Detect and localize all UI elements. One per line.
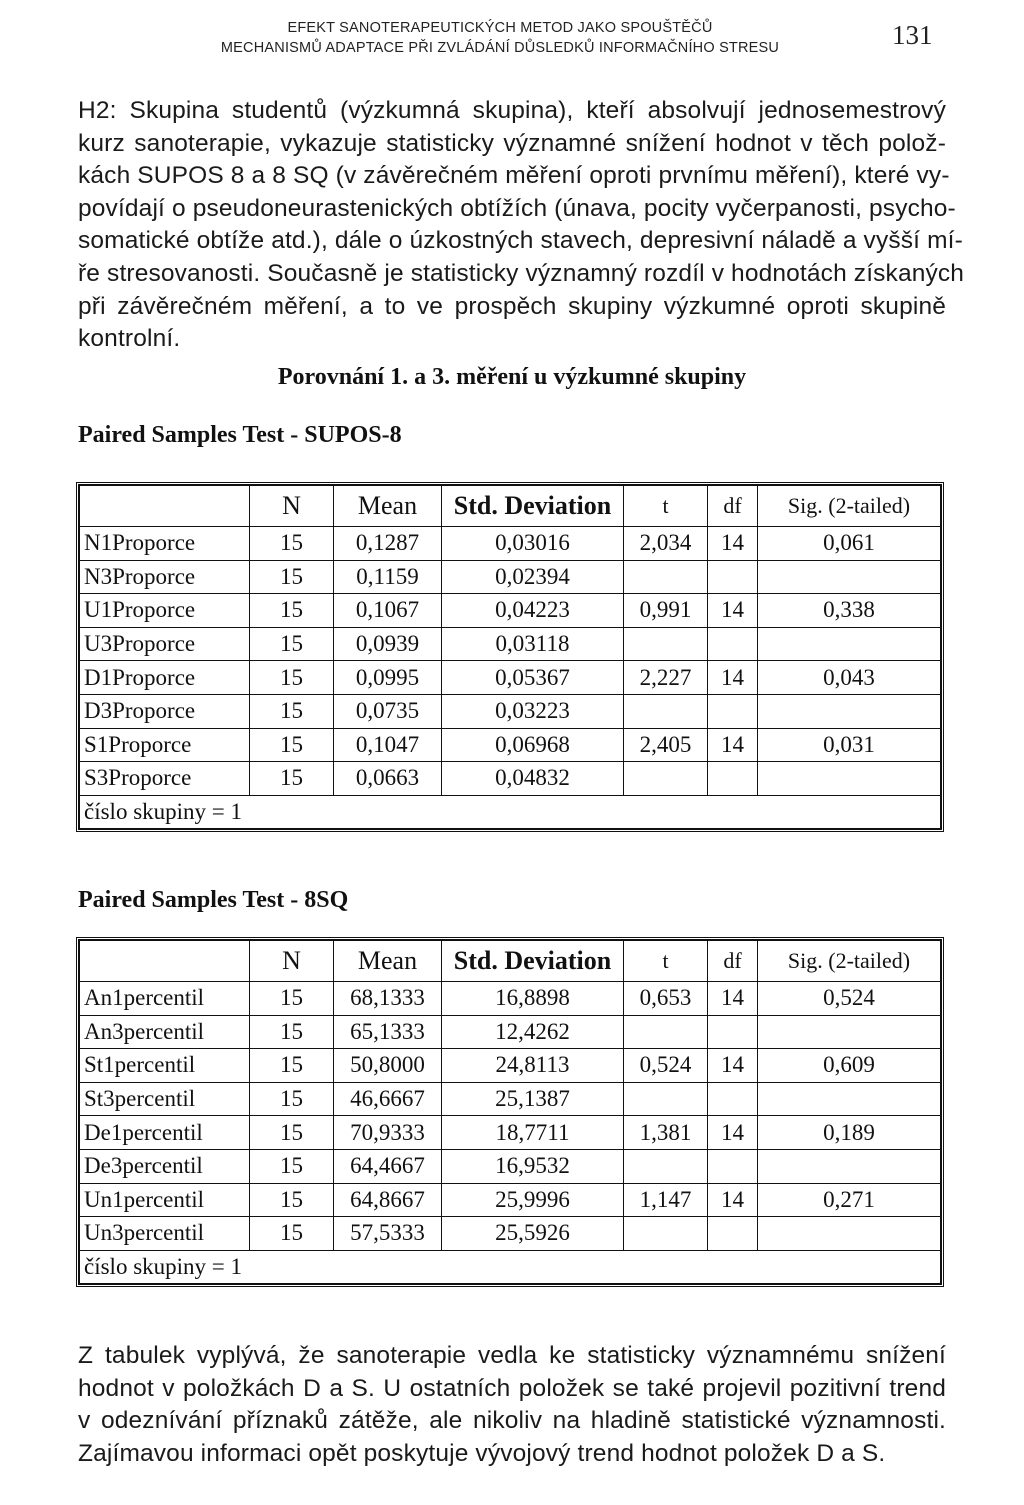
table-cell: 15 [250, 1015, 334, 1049]
table-row [80, 982, 941, 1016]
row-label: St3percentil [80, 1082, 250, 1116]
row-label: An3percentil [80, 1015, 250, 1049]
table-cell: 2,034 [624, 527, 708, 561]
table-row [80, 560, 941, 594]
table-cell [624, 1015, 708, 1049]
table-cell: 0,04223 [442, 594, 624, 628]
running-header-line-1: EFEKT SANOTERAPEUTICKÝCH METOD JAKO SPOUŠTĚČŮ [287, 20, 713, 36]
table-cell: 0,0735 [334, 694, 442, 728]
paired-samples-table-supos8 [79, 485, 941, 829]
conclusion-line: Zajímavou informaci opět poskytuje vývojový trend hodnot položek D a S. [78, 1439, 886, 1467]
table-cell: 15 [250, 527, 334, 561]
table-cell: 14 [708, 1049, 758, 1083]
table-cell: 14 [708, 661, 758, 695]
row-label: S3Proporce [80, 762, 250, 796]
table1-caption: Paired Samples Test - SUPOS-8 [78, 422, 402, 448]
table-cell: 15 [250, 694, 334, 728]
table-cell: 0,03118 [442, 627, 624, 661]
table1-frame [76, 482, 944, 832]
table-cell: 15 [250, 1116, 334, 1150]
row-label: U1Proporce [80, 594, 250, 628]
table-cell [624, 560, 708, 594]
table-cell: 0,991 [624, 594, 708, 628]
table-cell: 15 [250, 560, 334, 594]
table-row [80, 762, 941, 796]
table-cell: 0,1067 [334, 594, 442, 628]
running-header-line-2: MECHANISMŮ ADAPTACE PŘI ZVLÁDÁNÍ DŮSLEDKŮ INFORMAČNÍHO STRESU [220, 40, 780, 56]
table-cell: 0,05367 [442, 661, 624, 695]
table-cell: 1,381 [624, 1116, 708, 1150]
table-cell: 64,4667 [334, 1149, 442, 1183]
table-cell: 14 [708, 982, 758, 1016]
table-cell: 25,5926 [442, 1217, 624, 1251]
row-label: S1Proporce [80, 728, 250, 762]
column-header [80, 941, 250, 982]
table2-body [80, 982, 941, 1284]
table-row [80, 594, 941, 628]
table-cell: 64,8667 [334, 1183, 442, 1217]
table-cell [624, 694, 708, 728]
table-cell: 50,8000 [334, 1049, 442, 1083]
table-cell: 15 [250, 661, 334, 695]
row-label: De3percentil [80, 1149, 250, 1183]
table-cell [758, 627, 941, 661]
table-row [80, 1082, 941, 1116]
intro-line: ře stresovanosti. Současně je statisticky významný rozdíl v hodnotách získaných [78, 259, 965, 287]
table-cell: 2,405 [624, 728, 708, 762]
table-cell: 0,524 [624, 1049, 708, 1083]
table-cell: 70,9333 [334, 1116, 442, 1150]
table-cell [624, 762, 708, 796]
table-cell: 14 [708, 1183, 758, 1217]
table-row [80, 728, 941, 762]
row-label: N3Proporce [80, 560, 250, 594]
table-row [80, 1183, 941, 1217]
column-header-t: t [624, 486, 708, 527]
column-header-df: df [708, 941, 758, 982]
table-cell: 0,1159 [334, 560, 442, 594]
intro-line: kurz sanoterapie, vykazuje statisticky významné snížení hodnot v těch polož- [78, 129, 946, 157]
intro-line: kontrolní. [78, 325, 181, 353]
table-cell: 0,524 [758, 982, 941, 1016]
table-cell [758, 1217, 941, 1251]
row-label: N1Proporce [80, 527, 250, 561]
row-label: Un1percentil [80, 1183, 250, 1217]
table-cell: 15 [250, 982, 334, 1016]
column-header-sig: Sig. (2-tailed) [758, 486, 941, 527]
table-cell: 65,1333 [334, 1015, 442, 1049]
row-label: An1percentil [80, 982, 250, 1016]
table-row [80, 661, 941, 695]
column-header-df: df [708, 486, 758, 527]
table-cell [708, 1082, 758, 1116]
table-cell: 15 [250, 627, 334, 661]
row-label: Un3percentil [80, 1217, 250, 1251]
row-label: St1percentil [80, 1049, 250, 1083]
paired-samples-table-8sq [79, 940, 941, 1284]
table-cell: 15 [250, 1049, 334, 1083]
table-cell: 0,1047 [334, 728, 442, 762]
conclusion-paragraph [78, 1340, 946, 1470]
table-cell: 0,189 [758, 1116, 941, 1150]
intro-paragraph [78, 95, 965, 356]
table-cell: 0,03223 [442, 694, 624, 728]
column-header-sig: Sig. (2-tailed) [758, 941, 941, 982]
table-cell: 15 [250, 762, 334, 796]
table-cell: 25,9996 [442, 1183, 624, 1217]
intro-line: kách SUPOS 8 a 8 SQ (v závěrečném měření oproti prvnímu měření), které vy- [78, 162, 950, 190]
column-header-std-deviation: Std. Deviation [442, 486, 624, 527]
table-cell: 16,8898 [442, 982, 624, 1016]
table-cell: 57,5333 [334, 1217, 442, 1251]
table-cell: 15 [250, 594, 334, 628]
table-cell [624, 1217, 708, 1251]
column-header-n: N [250, 486, 334, 527]
column-header-mean: Mean [334, 941, 442, 982]
table-footer: číslo skupiny = 1 [80, 1250, 250, 1284]
table-cell: 0,1287 [334, 527, 442, 561]
table1-body [80, 527, 941, 829]
table2-caption: Paired Samples Test - 8SQ [78, 887, 349, 913]
table-cell [708, 627, 758, 661]
table-cell: 15 [250, 1082, 334, 1116]
column-header-n: N [250, 941, 334, 982]
table-cell: 0,0663 [334, 762, 442, 796]
table-cell: 14 [708, 1116, 758, 1150]
table-cell: 0,04832 [442, 762, 624, 796]
table-cell: 0,653 [624, 982, 708, 1016]
table-cell: 12,4262 [442, 1015, 624, 1049]
table-cell: 0,03016 [442, 527, 624, 561]
table-cell: 0,609 [758, 1049, 941, 1083]
row-label: D1Proporce [80, 661, 250, 695]
table-cell: 0,338 [758, 594, 941, 628]
table-cell: 0,02394 [442, 560, 624, 594]
table-cell: 0,0995 [334, 661, 442, 695]
table-cell [758, 1015, 941, 1049]
table-footer-fill [250, 795, 941, 829]
intro-line: při závěrečném měření, a to ve prospěch skupiny výzkumné oproti skupině [78, 292, 946, 320]
conclusion-line: v odeznívání příznaků zátěže, ale nikoliv na hladině statistické významnosti. [78, 1407, 946, 1435]
table-cell: 16,9532 [442, 1149, 624, 1183]
running-header [120, 18, 880, 58]
table-cell: 15 [250, 1183, 334, 1217]
table-cell: 1,147 [624, 1183, 708, 1217]
table-cell [624, 1082, 708, 1116]
table-cell [708, 1149, 758, 1183]
table-cell: 0,271 [758, 1183, 941, 1217]
intro-line: povídají o pseudoneurastenických obtížích (únava, pocity vyčerpanosti, psycho- [78, 194, 956, 222]
table-cell: 68,1333 [334, 982, 442, 1016]
conclusion-line: Z tabulek vyplývá, že sanoterapie vedla ke statisticky významnému snížení [78, 1342, 946, 1369]
table-cell: 0,0939 [334, 627, 442, 661]
table-cell: 14 [708, 527, 758, 561]
table-cell: 15 [250, 1149, 334, 1183]
table-cell [758, 1082, 941, 1116]
table-cell: 0,06968 [442, 728, 624, 762]
table-row [80, 527, 941, 561]
table-row [80, 694, 941, 728]
table-row [80, 1217, 941, 1251]
row-label: De1percentil [80, 1116, 250, 1150]
table-header-row [80, 941, 941, 982]
column-header [80, 486, 250, 527]
table-cell: 15 [250, 1217, 334, 1251]
table-row [80, 1149, 941, 1183]
table-footer-fill [250, 1250, 941, 1284]
conclusion-line: hodnot v položkách D a S. U ostatních položek se také projevil pozitivní trend [78, 1374, 946, 1402]
table-row [80, 1049, 941, 1083]
table-cell: 0,061 [758, 527, 941, 561]
table-cell: 2,227 [624, 661, 708, 695]
intro-line: H2: Skupina studentů (výzkumná skupina), kteří absolvují jednosemestrový [78, 97, 946, 124]
page-number: 131 [892, 20, 933, 50]
table-footer-row [80, 1250, 941, 1284]
comparison-title: Porovnání 1. a 3. měření u výzkumné skupiny [277, 364, 747, 390]
table-cell [624, 1149, 708, 1183]
table-cell [708, 762, 758, 796]
table-cell: 14 [708, 594, 758, 628]
row-label: D3Proporce [80, 694, 250, 728]
intro-line: somatické obtíže atd.), dále o úzkostných stavech, depresivní náladě a vyšší mí- [78, 227, 963, 255]
table-cell [758, 694, 941, 728]
table-cell [708, 1217, 758, 1251]
table-cell [624, 627, 708, 661]
column-header-mean: Mean [334, 486, 442, 527]
table-header-row [80, 486, 941, 527]
table-footer: číslo skupiny = 1 [80, 795, 250, 829]
column-header-std-deviation: Std. Deviation [442, 941, 624, 982]
table-cell: 46,6667 [334, 1082, 442, 1116]
table-cell: 0,031 [758, 728, 941, 762]
column-header-t: t [624, 941, 708, 982]
table-cell [708, 694, 758, 728]
table-row [80, 627, 941, 661]
table-cell: 25,1387 [442, 1082, 624, 1116]
table-cell: 18,7711 [442, 1116, 624, 1150]
table-cell: 0,043 [758, 661, 941, 695]
table-cell: 14 [708, 728, 758, 762]
table-cell [708, 560, 758, 594]
table-cell [758, 1149, 941, 1183]
table-cell [758, 560, 941, 594]
row-label: U3Proporce [80, 627, 250, 661]
table2-frame [76, 937, 944, 1287]
table-footer-row [80, 795, 941, 829]
table-row [80, 1116, 941, 1150]
table-cell: 24,8113 [442, 1049, 624, 1083]
table-cell [758, 762, 941, 796]
table-cell: 15 [250, 728, 334, 762]
table-cell [708, 1015, 758, 1049]
table-row [80, 1015, 941, 1049]
